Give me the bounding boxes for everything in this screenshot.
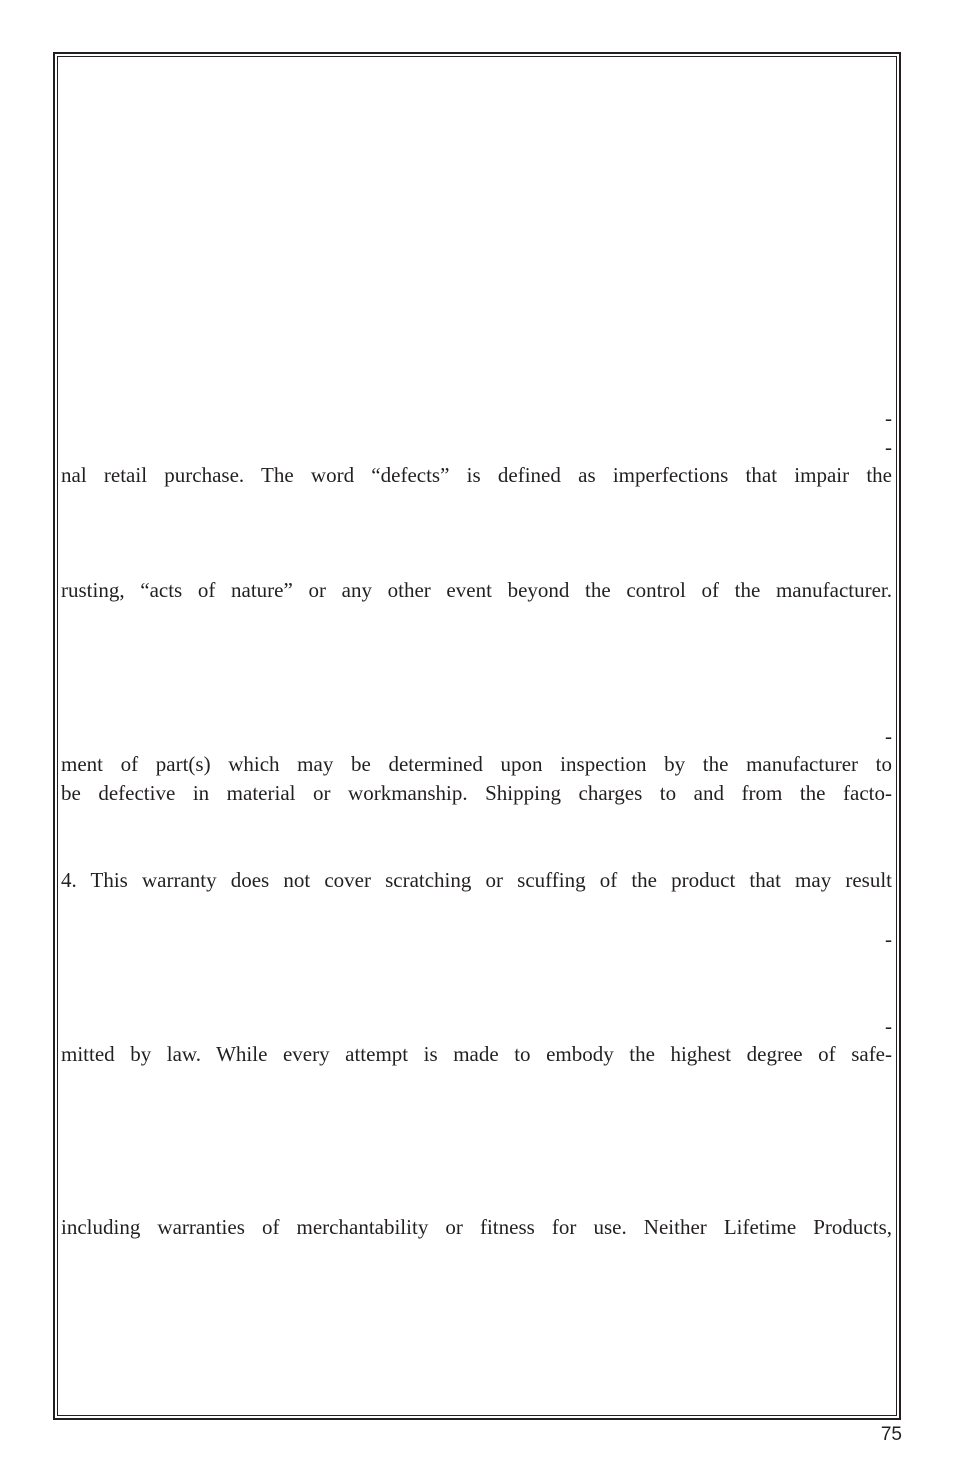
text-line: rusting, “acts of nature” or any other event beyond the control of the manufacturer.: [61, 578, 892, 602]
text-line: including warranties of merchantability or fitness for use. Neither Lifetime Products,: [61, 1215, 892, 1239]
hyphen-mark: -: [885, 435, 892, 459]
text-line: ment of part(s) which may be determined upon inspection by the manufacturer to: [61, 752, 892, 776]
text-line: 4. This warranty does not cover scratching or scuffing of the product that may result: [61, 868, 892, 892]
text-line: mitted by law. While every attempt is made to embody the highest degree of safe-: [61, 1042, 892, 1066]
hyphen-mark: -: [885, 724, 892, 748]
hyphen-mark: -: [885, 1014, 892, 1038]
page-border-inner: [57, 56, 897, 1416]
hyphen-mark: -: [885, 927, 892, 951]
text-line: nal retail purchase. The word “defects” is defined as imperfections that impair the: [61, 463, 892, 487]
text-line: be defective in material or workmanship. Shipping charges to and from the facto-: [61, 781, 892, 805]
page-number: 75: [880, 1424, 902, 1445]
hyphen-mark: -: [885, 406, 892, 430]
